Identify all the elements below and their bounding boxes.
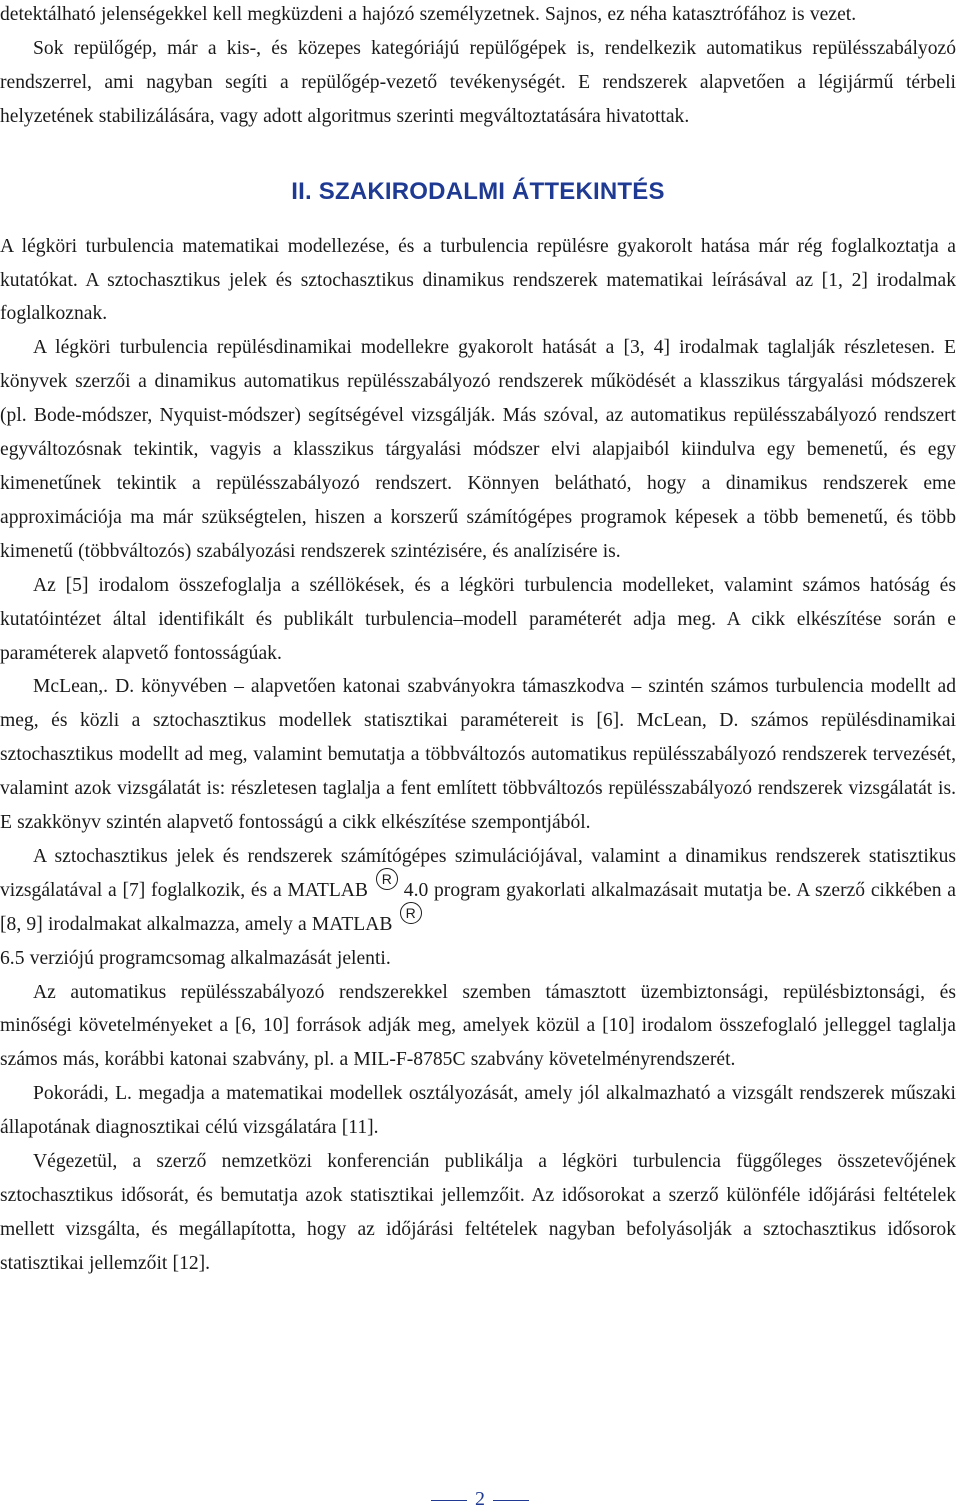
paragraph-literature-6: Az automatikus repülésszabályozó rendszerekkel szemben támasztott üzembiztonsági, repülésbiztonsági, és minőségi követelményeket a [6, 10] források adják meg, amelyek közül a [10] irodalom összefoglaló jelleggel taglalja számos más, korábbi katonai szabvány, pl. a MIL-F-8785C szabvány követelményrendszerét. [0, 981, 956, 1071]
page-footer [0, 1486, 960, 1512]
footer-rule-left [431, 1500, 467, 1501]
paragraph-text: A sztochasztikus jelek és rendszerek számítógépes szimulációjával, valamint a dinamikus rendszerek statisztikus vizsgálatával a [7] foglalkozik, és a MATLAB [0, 845, 956, 901]
paragraph-text: 6.5 verziójú programcsomag alkalmazását jelenti. [0, 947, 391, 969]
paragraph-intro: Sok repülőgép, már a kis-, és közepes kategóriájú repülőgépek is, rendelkezik automatikus repülésszabályozó rendszerrel, ami nagyban segíti a repülőgép-vezető tevékenységét. E rendszerek alapvetően a légijármű térbeli helyzetének stabilizálására, vagy adott algoritmus szerinti megváltoztatására hivatottak. [0, 37, 956, 127]
page-number: 2 [475, 1488, 485, 1510]
section-heading: II. SZAKIRODALMI ÁTTEKINTÉS [291, 177, 665, 205]
paragraph-literature-2: A légköri turbulencia repülésdinamikai modellekre gyakorolt hatását a [3, 4] irodalmak taglalják részletesen. E könyvek szerzői a dinamikus automatikus repülésszabályozó rendszerek működését a klasszikus tárgyalási módszerek (pl. Bode-módszer, Nyquist-módszer) segítségével vizsgálják. Más szóval, az automatikus repülésszabályozó rendszert egyváltozósnak tekintik, vagyis a klasszikus tárgyalási módszer elvi alapjaiból kiindulva egy bemenetű, és egy kimenetűnek tekintik a repülésszabályozó rendszert. Könnyen belátható, hogy a dinamikus rendszerek eme approximációja ma már szükségtelen, hiszen a korszerű számítógépes programok képesek a több bemenetű, és több kimenetű (többváltozós) szabályozási rendszerek szintézisére, és analízisére is. [0, 337, 956, 562]
paragraph-literature-7: Pokorádi, L. megadja a matematikai modellek osztályozását, amely jól alkalmazható a vizsgált rendszerek műszaki állapotának diagnosztikai célú vizsgálatára [11]. [0, 1083, 956, 1139]
paragraph-continuation: detektálható jelenségekkel kell megküzdeni a hajózó személyzetnek. Sajnos, ez néha katasztrófához is vezet. [0, 4, 857, 25]
paragraph-literature-1: A légköri turbulencia matematikai modellezése, és a turbulencia repülésre gyakorolt hatása már rég foglalkoztatja a kutatókat. A sztochasztikus jelek és sztochasztikus dinamikus rendszerek matematikai leírásával az [1, 2] irodalmak foglalkoznak. [0, 235, 956, 325]
paragraph-literature-3: Az [5] irodalom összefoglalja a széllökések, és a légköri turbulencia modelleket, valamint számos hatóság és kutatóintézet által identifikált és publikált turbulencia–modell paraméterét adja meg. A cikk elkészítése során e paraméterek alapvető fontosságúak. [0, 574, 956, 664]
paragraph-text: 4.0 program gyakorlati alkalmazásait mutatja be. A szerző cikkében a [8, 9] irodalmakat alkalmazza, amely a MATLAB [0, 879, 957, 935]
paragraph-literature-4: McLean,. D. könyvében – alapvetően katonai szabványokra támaszkodva – szintén számos turbulencia modellt ad meg, és közli a sztochasztikus modellek statisztikai paramétereit is [6]. McLean, D. számos repülésdinamikai sztochasztikus modellt ad meg, valamint bemutatja a többváltozós automatikus repülésszabályozó rendszerek tervezését, valamint azok vizsgálatát is: részletesen taglalja a fent említett többváltozós repülésszabályozó rendszerek vizsgálatát is. E szakkönyv szintén alapvető fontosságú a cikk elkészítése szempontjából. [0, 676, 956, 834]
paragraph-literature-5 [0, 840, 956, 976]
paragraph-literature-8: Végezetül, a szerző nemzetközi konferencián publikálja a légköri turbulencia függőleges összetevőjének sztochasztikus idősorát, és bemutatja azok statisztikai jellemzőit. Az idősorokat a szerző különféle időjárási feltételek mellett vizsgálta, és megállapította, hogy az időjárási feltételek nagyban befolyásolják a sztochasztikus idősorok statisztikai jellemzőit [12]. [0, 1151, 956, 1274]
registered-trademark-icon: R [376, 868, 398, 890]
registered-trademark-icon: R [400, 902, 422, 924]
footer-rule-right [493, 1500, 529, 1501]
